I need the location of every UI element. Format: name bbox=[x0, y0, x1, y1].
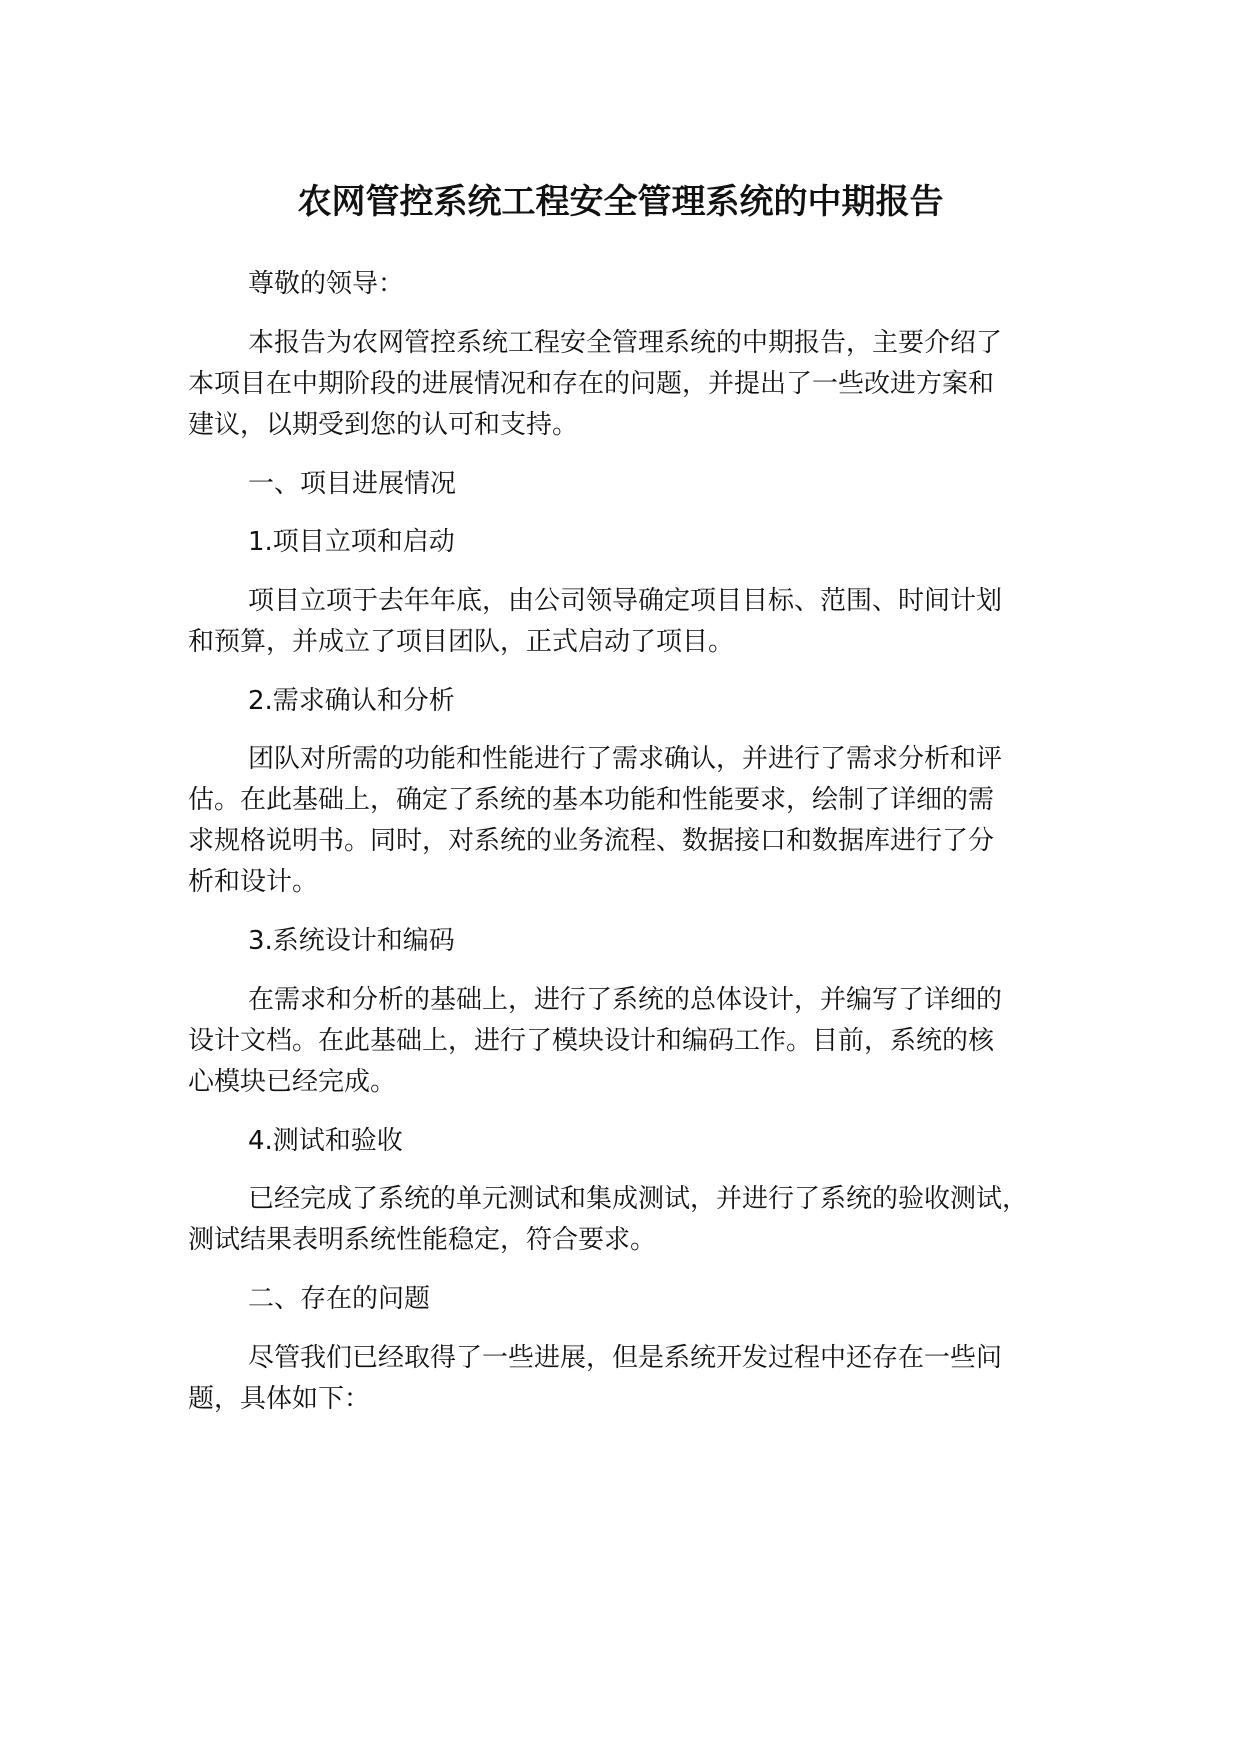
subsection-heading: 1.项目立项和启动 bbox=[248, 527, 455, 557]
salutation: 尊敬的领导： bbox=[248, 269, 405, 299]
paragraph-line: 估。在此基础上，确定了系统的基本功能和性能要求，绘制了详细的需 bbox=[188, 785, 995, 815]
paragraph-line: 和预算，并成立了项目团队，正式启动了项目。 bbox=[188, 627, 735, 657]
section-heading: 二、存在的问题 bbox=[248, 1284, 431, 1314]
paragraph-line: 尽管我们已经取得了一些进展，但是系统开发过程中还存在一些问 bbox=[248, 1343, 1003, 1373]
section-heading: 一、项目进展情况 bbox=[248, 469, 457, 499]
paragraph-line: 在需求和分析的基础上，进行了系统的总体设计，并编写了详细的 bbox=[248, 985, 1003, 1015]
paragraph-line: 已经完成了系统的单元测试和集成测试，并进行了系统的验收测试， bbox=[248, 1184, 1029, 1214]
paragraph-line: 求规格说明书。同时，对系统的业务流程、数据接口和数据库进行了分 bbox=[188, 826, 995, 856]
paragraph-line: 析和设计。 bbox=[188, 867, 319, 897]
paragraph-line: 项目立项于去年年底，由公司领导确定项目目标、范围、时间计划 bbox=[248, 586, 1003, 616]
subsection-heading: 4.测试和验收 bbox=[248, 1126, 403, 1156]
paragraph-line: 题，具体如下： bbox=[188, 1384, 371, 1414]
paragraph-line: 心模块已经完成。 bbox=[188, 1067, 397, 1097]
paragraph-line: 建议，以期受到您的认可和支持。 bbox=[188, 410, 579, 440]
paragraph-line: 团队对所需的功能和性能进行了需求确认，并进行了需求分析和评 bbox=[248, 744, 1003, 774]
paragraph-line: 本项目在中期阶段的进展情况和存在的问题，并提出了一些改进方案和 bbox=[188, 369, 995, 399]
subsection-heading: 3.系统设计和编码 bbox=[248, 926, 455, 956]
paragraph-line: 测试结果表明系统性能稳定，符合要求。 bbox=[188, 1225, 657, 1255]
paragraph-line: 本报告为农网管控系统工程安全管理系统的中期报告，主要介绍了 bbox=[248, 328, 1003, 358]
paragraph-line: 设计文档。在此基础上，进行了模块设计和编码工作。目前，系统的核 bbox=[188, 1026, 995, 1056]
subsection-heading: 2.需求确认和分析 bbox=[248, 686, 455, 716]
document-title: 农网管控系统工程安全管理系统的中期报告 bbox=[297, 182, 944, 222]
